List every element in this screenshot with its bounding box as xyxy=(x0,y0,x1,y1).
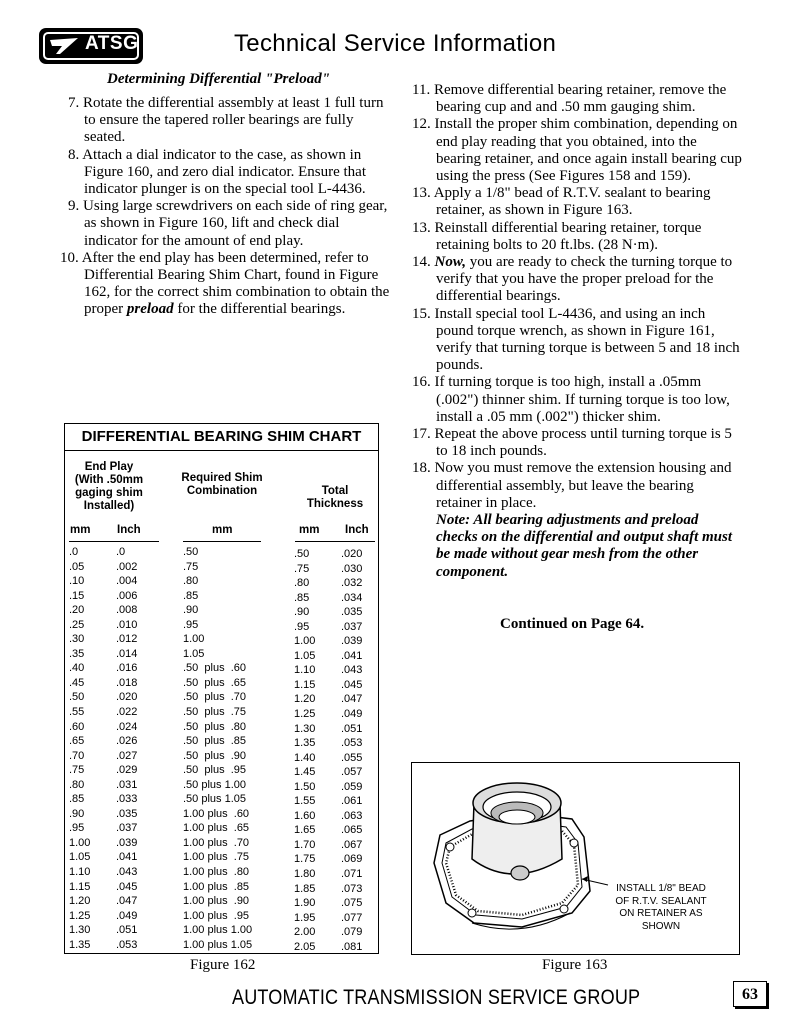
chart-cell: .051 xyxy=(116,924,138,937)
chart-cell: 1.00 plus .70 xyxy=(183,836,250,849)
chart-cell: .006 xyxy=(116,589,138,602)
chart-cell: 1.00 plus .60 xyxy=(183,807,250,820)
chart-cell: .032 xyxy=(341,577,363,590)
chart-cell: .20 xyxy=(69,604,85,617)
step-16: 16. If turning torque is too high, install a .05mm (.002") thinner shim. If turning torque is too low, install a .05 mm (.002") thicker shim. xyxy=(412,374,730,425)
chart-cell: .067 xyxy=(341,838,363,851)
chart-cell: 1.00 plus .75 xyxy=(183,851,250,864)
chart-cell: .020 xyxy=(341,548,363,560)
chart-cell: .051 xyxy=(341,722,363,735)
chart-cell: .047 xyxy=(341,693,363,706)
chart-cell: .40 xyxy=(69,662,85,675)
unit-shim-mm: mm xyxy=(212,524,233,536)
chart-cell: 1.00 plus .90 xyxy=(183,895,250,908)
chart-cell: .90 xyxy=(69,807,85,820)
chart-cell: .50 plus 1.00 xyxy=(183,778,246,791)
chart-cell: .034 xyxy=(341,591,363,604)
chart-cell: .75 xyxy=(183,560,199,573)
unit-endplay-mm: mm xyxy=(70,524,91,536)
chart-cell: .50 plus .85 xyxy=(183,735,246,748)
chart-cell: 1.75 xyxy=(294,853,316,866)
chart-cell: .30 xyxy=(69,633,85,646)
chart-cell: 1.90 xyxy=(294,897,316,910)
chart-cell: .60 xyxy=(69,720,85,733)
step-10: 10. After the end play has been determined, refer to Differential Bearing Shim Chart, found in Figure 162, for the correct shim combination to obtain the proper preload for the differential bearings. xyxy=(60,249,390,318)
logo-text: ATSG xyxy=(85,33,139,54)
chart-cell: .065 xyxy=(341,824,363,837)
chart-cell: .024 xyxy=(116,720,138,733)
logo-swoosh-icon xyxy=(48,36,82,56)
chart-cell: .039 xyxy=(341,635,363,648)
chart-cell: .85 xyxy=(294,591,310,604)
chart-cell: .061 xyxy=(341,795,363,808)
chart-cell: 1.00 xyxy=(294,635,316,648)
chart-cell: .50 plus .80 xyxy=(183,720,246,733)
chart-cell: .50 xyxy=(69,691,85,704)
chart-cell: .037 xyxy=(341,620,363,633)
chart-cell: 1.15 xyxy=(69,880,91,893)
chart-cell: .95 xyxy=(69,822,85,835)
chart-cell: .014 xyxy=(116,647,138,660)
chart-cell: .80 xyxy=(183,575,199,588)
chart-cell: .027 xyxy=(116,749,138,762)
end-play-mm-column xyxy=(69,545,90,952)
divider xyxy=(69,541,159,542)
chart-cell: 1.10 xyxy=(69,866,91,879)
chart-cell: .069 xyxy=(341,853,363,866)
chart-cell: .043 xyxy=(116,866,138,879)
chart-cell: 1.00 xyxy=(183,633,205,646)
chart-cell: 1.00 plus .80 xyxy=(183,866,250,879)
chart-cell: .50 plus 1.05 xyxy=(183,793,246,806)
note: Note: All bearing adjustments and preload checks on the differential and output shaft must be made without gear mesh from the other component. xyxy=(436,512,733,580)
chart-cell: .05 xyxy=(69,560,85,573)
step-9: 9. Using large screwdrivers on each side of ring gear, as shown in Figure 160, lift and check dial indicator for the amount of end play. xyxy=(68,198,388,249)
unit-total-inch: Inch xyxy=(345,524,369,536)
chart-cell: .031 xyxy=(116,778,138,791)
chart-cell: .045 xyxy=(341,678,363,691)
chart-cell: .016 xyxy=(116,662,138,675)
col-header-total: Total Thickness xyxy=(306,485,364,510)
right-instructions xyxy=(412,82,742,581)
chart-cell: .50 plus .90 xyxy=(183,749,246,762)
chart-cell: 1.70 xyxy=(294,838,316,851)
chart-cell: .043 xyxy=(341,664,363,677)
chart-cell: .063 xyxy=(341,809,363,822)
chart-cell: .80 xyxy=(294,577,310,590)
section-heading: Determining Differential "Preload" xyxy=(107,71,331,87)
step-12: 12. Install the proper shim combination, depending on end play reading that you obtained, into the bearing retainer, and once again install bearing cup using the press (See Figures 158 and 159). xyxy=(412,116,742,185)
chart-cell: .035 xyxy=(341,606,363,619)
chart-cell: .95 xyxy=(294,620,310,633)
shim-chart xyxy=(64,423,379,954)
chart-cell: 1.35 xyxy=(69,938,91,951)
chart-cell: 1.00 xyxy=(69,836,91,849)
continued-note: Continued on Page 64. xyxy=(500,616,645,632)
chart-cell: .055 xyxy=(341,751,363,764)
chart-cell: .65 xyxy=(69,735,85,748)
chart-cell: .049 xyxy=(341,708,363,721)
chart-cell: .75 xyxy=(294,562,310,575)
chart-cell: .079 xyxy=(341,926,363,939)
chart-cell: .75 xyxy=(69,764,85,777)
divider xyxy=(295,541,375,542)
figure-163-callout: INSTALL 1/8" BEAD OF R.T.V. SEALANT ON RETAINER AS SHOWN xyxy=(615,883,707,932)
unit-endplay-inch: Inch xyxy=(117,524,141,536)
chart-cell: .80 xyxy=(69,778,85,791)
chart-cell: .022 xyxy=(116,706,138,719)
chart-cell: 1.00 plus 1.05 xyxy=(183,938,253,951)
chart-cell: .010 xyxy=(116,618,138,631)
chart-cell: .15 xyxy=(69,589,85,602)
chart-cell: .95 xyxy=(183,618,199,631)
total-mm-column xyxy=(294,547,315,954)
step-18: 18. Now you must remove the extension housing and differential assembly, but leave the bearing retainer in place. xyxy=(412,460,732,511)
chart-cell: .008 xyxy=(116,604,138,617)
chart-cell: .50 plus .60 xyxy=(183,662,246,675)
step-11: 11. Remove differential bearing retainer, remove the bearing cup and and .50 mm gauging shim. xyxy=(412,82,727,116)
chart-cell: .057 xyxy=(341,766,363,779)
chart-cell: .50 xyxy=(294,548,310,560)
chart-cell: .10 xyxy=(69,575,85,588)
chart-cell: 1.45 xyxy=(294,766,316,779)
figure-163-label: Figure 163 xyxy=(542,957,608,973)
chart-cell: .029 xyxy=(116,764,138,777)
chart-cell: .70 xyxy=(69,749,85,762)
chart-cell: .047 xyxy=(116,895,138,908)
chart-cell: .55 xyxy=(69,706,85,719)
chart-cell: .50 plus .65 xyxy=(183,676,246,689)
chart-cell: .85 xyxy=(69,793,85,806)
chart-cell: .004 xyxy=(116,575,138,588)
chart-cell: 2.00 xyxy=(294,926,316,939)
step-15: 15. Install special tool L-4436, and using an inch pound torque wrench, as shown in Figure 161, verify that turning torque is between 5 and 18 inch pounds. xyxy=(412,305,740,374)
chart-cell: .073 xyxy=(341,882,363,895)
chart-cell: .075 xyxy=(341,897,363,910)
chart-cell: 1.25 xyxy=(69,909,91,922)
chart-cell: 1.95 xyxy=(294,911,316,924)
left-instructions xyxy=(60,95,390,319)
step-7: 7. Rotate the differential assembly at least 1 full turn to ensure the tapered roller bearings are fully seated. xyxy=(68,95,384,146)
chart-cell: .049 xyxy=(116,909,138,922)
figure-162-label: Figure 162 xyxy=(190,957,256,973)
footer-org: AUTOMATIC TRANSMISSION SERVICE GROUP xyxy=(232,986,641,1009)
step-13a: 13. Apply a 1/8" bead of R.T.V. sealant to bearing retainer, as shown in Figure 163. xyxy=(412,185,711,219)
chart-title: DIFFERENTIAL BEARING SHIM CHART xyxy=(65,424,378,451)
chart-cell: .90 xyxy=(183,604,199,617)
chart-cell: .053 xyxy=(116,938,138,951)
chart-cell: .059 xyxy=(341,780,363,793)
chart-cell: .035 xyxy=(116,807,138,820)
chart-cell: .026 xyxy=(116,735,138,748)
step-8: 8. Attach a dial indicator to the case, as shown in Figure 160, and zero dial indicator. Ensure that indicator plunger is on the special tool L-4436. xyxy=(68,146,367,198)
chart-cell: 1.50 xyxy=(294,780,316,793)
chart-cell: .041 xyxy=(341,649,363,662)
step-17: 17. Repeat the above process until turning torque is 5 to 18 inch pounds. xyxy=(412,426,732,460)
shim-combination-column xyxy=(183,545,252,952)
step-13b: 13. Reinstall differential bearing retainer, torque retaining bolts to 20 ft.lbs. (28 N·m). xyxy=(412,219,702,253)
chart-cell: 1.15 xyxy=(294,678,316,691)
chart-cell: 1.80 xyxy=(294,868,316,881)
chart-cell: .90 xyxy=(294,606,310,619)
chart-cell: .85 xyxy=(183,589,199,602)
chart-cell: .033 xyxy=(116,793,138,806)
chart-cell: .35 xyxy=(69,647,85,660)
chart-cell: 1.00 plus .85 xyxy=(183,880,250,893)
chart-cell: 1.00 plus 1.00 xyxy=(183,924,253,937)
chart-cell: .0 xyxy=(116,546,126,558)
chart-cell: 1.30 xyxy=(294,722,316,735)
chart-cell: .50 plus .70 xyxy=(183,691,246,704)
unit-total-mm: mm xyxy=(299,524,320,536)
total-inch-column xyxy=(341,547,362,954)
chart-cell: 1.55 xyxy=(294,795,316,808)
chart-cell: 1.05 xyxy=(294,649,316,662)
end-play-inch-column xyxy=(116,545,137,952)
step-14: 14. Now, you are ready to check the turning torque to verify that you have the proper preload for the differential bearings. xyxy=(412,254,733,305)
chart-cell: .039 xyxy=(116,836,138,849)
chart-cell: 1.60 xyxy=(294,809,316,822)
chart-cell: 1.05 xyxy=(183,647,205,660)
chart-cell: .045 xyxy=(116,880,138,893)
chart-cell: .071 xyxy=(341,868,363,881)
chart-cell: 1.20 xyxy=(69,895,91,908)
chart-cell: 1.40 xyxy=(294,751,316,764)
chart-cell: .45 xyxy=(69,676,85,689)
chart-cell: .012 xyxy=(116,633,138,646)
chart-cell: .50 plus .95 xyxy=(183,764,246,777)
chart-cell: .018 xyxy=(116,676,138,689)
chart-cell: .037 xyxy=(116,822,138,835)
col-header-end-play: End Play (With .50mm gaging shim Installed) xyxy=(74,461,144,512)
chart-cell: 2.05 xyxy=(294,940,316,953)
chart-cell: .081 xyxy=(341,940,363,953)
chart-cell: .041 xyxy=(116,851,138,864)
chart-cell: 1.00 plus .95 xyxy=(183,909,250,922)
chart-cell: 1.20 xyxy=(294,693,316,706)
chart-cell: .50 xyxy=(183,546,199,558)
chart-cell: 1.00 plus .65 xyxy=(183,822,250,835)
chart-cell: .053 xyxy=(341,737,363,750)
chart-cell: .002 xyxy=(116,560,138,573)
chart-cell: 1.35 xyxy=(294,737,316,750)
chart-cell: 1.25 xyxy=(294,708,316,721)
chart-cell: 1.30 xyxy=(69,924,91,937)
chart-cell: 1.10 xyxy=(294,664,316,677)
divider xyxy=(183,541,261,542)
chart-cell: .0 xyxy=(69,546,79,558)
page-title: Technical Service Information xyxy=(234,30,557,57)
chart-cell: 1.65 xyxy=(294,824,316,837)
chart-cell: .030 xyxy=(341,562,363,575)
chart-cell: 1.05 xyxy=(69,851,91,864)
page-number: 63 xyxy=(733,981,767,1007)
col-header-required: Required Shim Combination xyxy=(181,472,263,497)
chart-cell: .020 xyxy=(116,691,138,704)
chart-cell: .50 plus .75 xyxy=(183,706,246,719)
chart-cell: .077 xyxy=(341,911,363,924)
chart-cell: 1.85 xyxy=(294,882,316,895)
atsg-logo xyxy=(39,28,143,64)
chart-cell: .25 xyxy=(69,618,85,631)
